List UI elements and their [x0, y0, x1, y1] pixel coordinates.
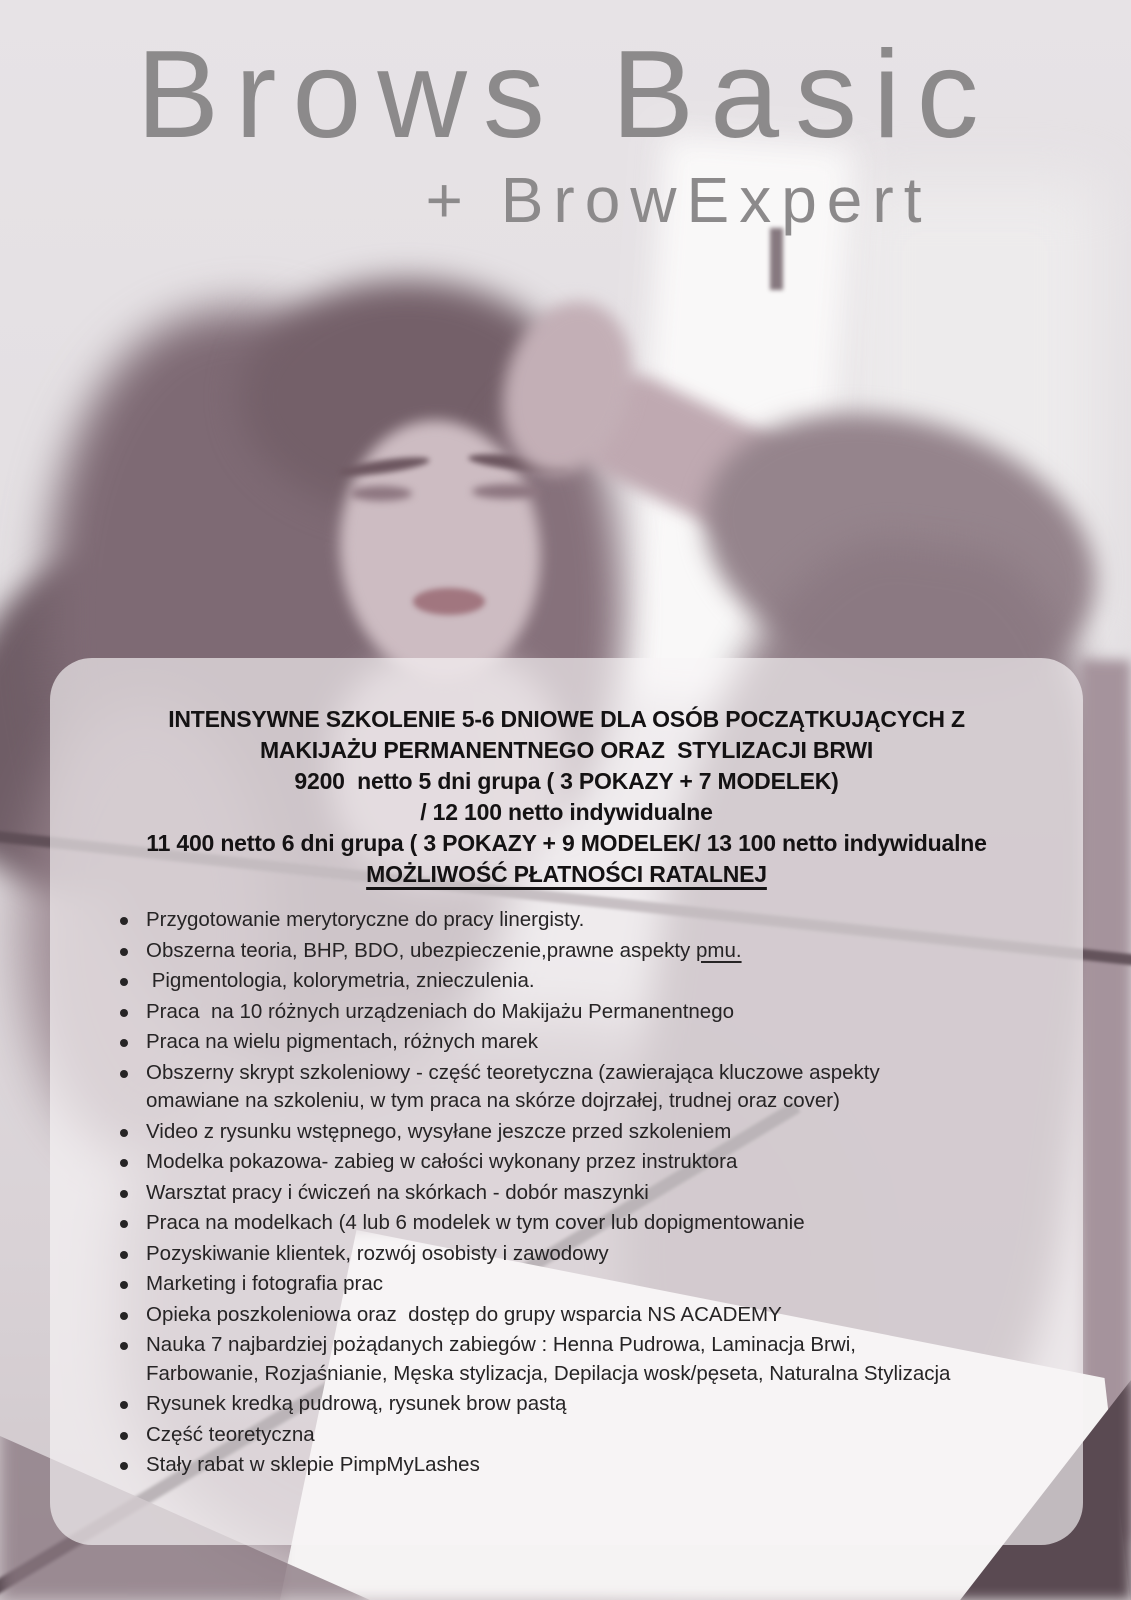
list-item: Video z rysunku wstępnego, wysyłane jeszcze przed szkoleniem [118, 1118, 1043, 1147]
course-header-line: / 12 100 netto indywidualne [420, 799, 713, 825]
list-item: Część teoretyczna [118, 1421, 1043, 1450]
course-header-line: INTENSYWNE SZKOLENIE 5-6 DNIOWE DLA OSÓB POCZĄTKUJĄCYCH Z [168, 706, 965, 732]
course-header-line: MOŻLIWOŚĆ PŁATNOŚCI RATALNEJ [366, 861, 767, 887]
list-item: Pozyskiwanie klientek, rozwój osobisty i zawodowy [118, 1240, 1043, 1269]
course-header [90, 704, 1043, 890]
list-item: Warsztat pracy i ćwiczeń na skórkach - dobór maszynki [118, 1179, 1043, 1208]
photo-eye-right [472, 484, 542, 499]
course-header-line: 9200 netto 5 dni grupa ( 3 POKAZY + 7 MODELEK) [294, 768, 839, 794]
photo-lips [413, 588, 485, 615]
list-item: Marketing i fotografia prac [118, 1270, 1043, 1299]
list-item: Praca na modelkach (4 lub 6 modelek w tym cover lub dopigmentowanie [118, 1209, 1043, 1238]
list-item: Modelka pokazowa- zabieg w całości wykonany przez instruktora [118, 1148, 1043, 1177]
course-header-line: MAKIJAŻU PERMANENTNEGO ORAZ STYLIZACJI BRWI [259, 737, 874, 763]
photo-eye-left [350, 486, 412, 501]
poster-subtitle: + BrowExpert [425, 164, 932, 237]
info-panel [50, 658, 1083, 1545]
list-item: Rysunek kredką pudrową, rysunek brow pastą [118, 1390, 1043, 1419]
list-item: Opieka poszkoleniowa oraz dostęp do grupy wsparcia NS ACADEMY [118, 1301, 1043, 1330]
list-item: Nauka 7 najbardziej pożądanych zabiegów : Henna Pudrowa, Laminacja Brwi, Farbowanie, Rozjaśnianie, Męska stylizacja, Depilacja wosk/pęseta, Naturalna Stylizacja [118, 1331, 1043, 1388]
list-item: Stały rabat w sklepie PimpMyLashes [118, 1451, 1043, 1480]
title-block [0, 26, 1131, 237]
list-item: Praca na 10 różnych urządzeniach do Makijażu Permanentnego [118, 998, 1043, 1027]
poster-title: Brows Basic [136, 26, 995, 164]
course-bullet-list [90, 906, 1043, 1480]
course-header-line: 11 400 netto 6 dni grupa ( 3 POKAZY + 9 MODELEK/ 13 100 netto indywidualne [146, 830, 987, 856]
list-item: Praca na wielu pigmentach, różnych marek [118, 1028, 1043, 1057]
list-item: Przygotowanie merytoryczne do pracy linergisty. [118, 906, 1043, 935]
photo-window-frame [770, 228, 783, 290]
list-item: Pigmentologia, kolorymetria, znieczulenia. [118, 967, 1043, 996]
list-item: Obszerny skrypt szkoleniowy - część teoretyczna (zawierająca kluczowe aspekty omawiane na szkoleniu, w tym praca na skórze dojrzałej, trudnej oraz cover) [118, 1059, 1043, 1116]
list-item: Obszerna teoria, BHP, BDO, ubezpieczenie,prawne aspekty pmu. [118, 937, 1043, 966]
